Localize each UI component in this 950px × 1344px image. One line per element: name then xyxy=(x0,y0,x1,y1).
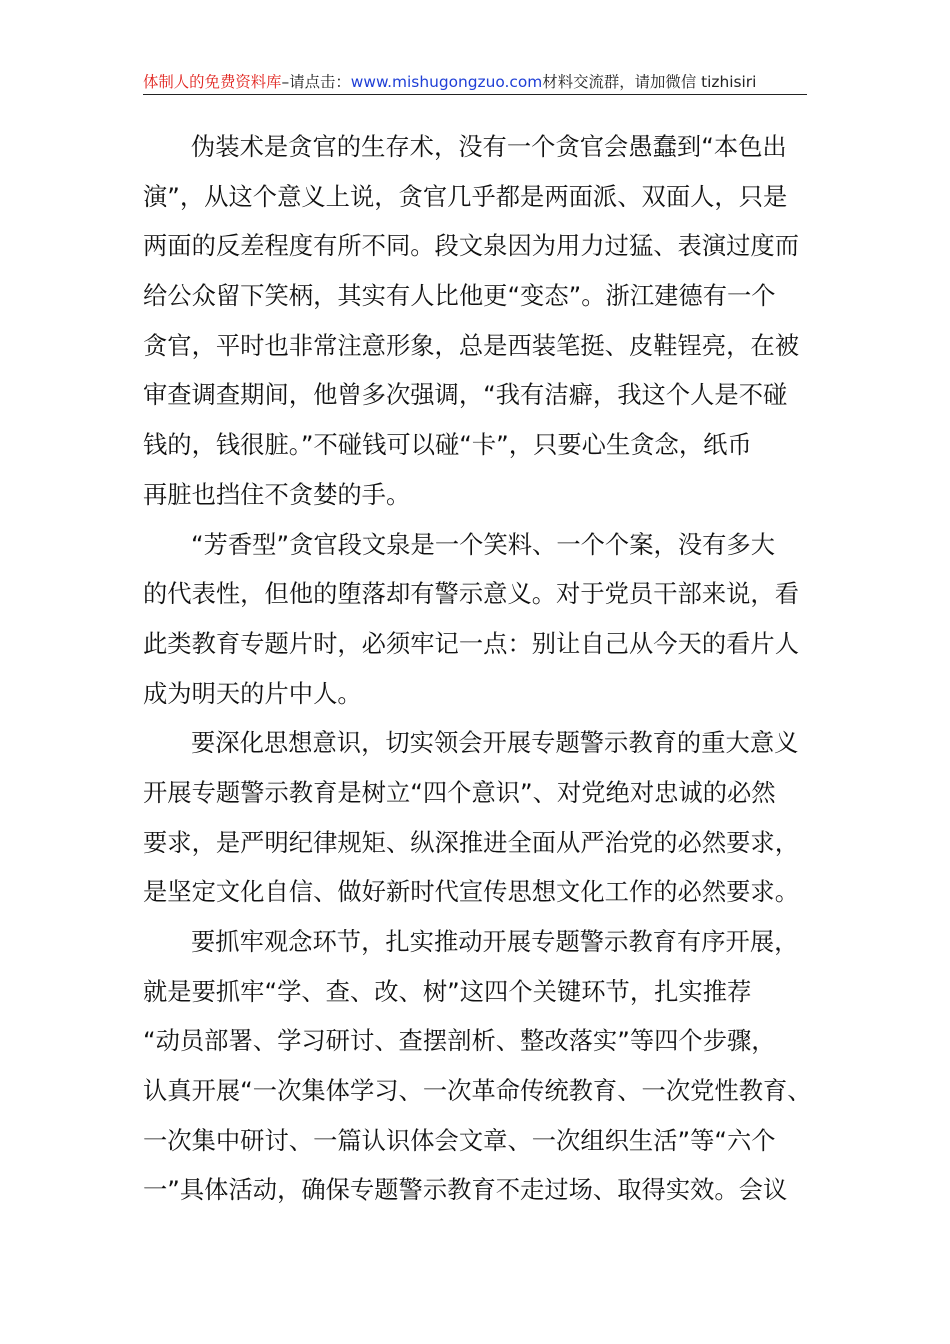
text-line: 开展专题警示教育是树立“四个意识”、对党绝对忠诚的必然 xyxy=(143,777,776,807)
text-line: 要求，是严明纪律规矩、纵深推进全面从严治党的必然要求， xyxy=(143,827,800,857)
text-line: 成为明天的片中人。 xyxy=(143,678,362,708)
text-line: 的代表性，但他的堕落却有警示意义。对于党员干部来说，看 xyxy=(143,579,800,609)
site-name: 体制人的免费资料库 xyxy=(143,73,282,91)
text-line: 演”，从这个意义上说，贪官几乎都是两面派、双面人，只是 xyxy=(143,181,788,211)
page-header xyxy=(143,70,807,95)
click-prompt: –请点击： xyxy=(281,73,351,91)
text-line: 认真开展“一次集体学习、一次革命传统教育、一次党性教育、 xyxy=(143,1076,812,1106)
text-line: “芳香型”贪官段文泉是一个笑料、一个个案，没有多大 xyxy=(191,529,776,559)
text-line: 要抓牢观念环节，扎实推动开展专题警示教育有序开展， xyxy=(191,927,799,956)
text-line: 再脏也挡住不贪婪的手。 xyxy=(143,479,411,509)
text-line: “动员部署、学习研讨、查摆剖析、整改落实”等四个步骤， xyxy=(143,1026,776,1056)
text-line: 贪官，平时也非常注意形象，总是西装笔挺、皮鞋锃亮，在被 xyxy=(143,330,800,360)
text-line: 两面的反差程度有所不同。段文泉因为用力过猛、表演过度而 xyxy=(143,231,800,261)
text-line: 此类教育专题片时，必须牢记一点：别让自己从今天的看片人 xyxy=(143,628,800,658)
text-line: 就是要抓牢“学、查、改、树”这四个关键环节，扎实推荐 xyxy=(143,976,752,1006)
website-link[interactable]: www.mishugongzuo.com xyxy=(350,73,543,91)
text-line: 钱的，钱很脏。”不碰钱可以碰“卡”，只要心生贪念，纸币 xyxy=(143,430,752,460)
text-line: 伪装术是贪官的生存术，没有一个贪官会愚蠢到“本色出 xyxy=(191,132,787,161)
text-line: 给公众留下笑柄，其实有人比他更“变态”。浙江建德有一个 xyxy=(143,281,776,311)
document-body xyxy=(143,122,812,1215)
text-line: 审查调查期间，他曾多次强调，“我有洁癖，我这个人是不碰 xyxy=(143,380,788,410)
text-line: 一”具体活动，确保专题警示教育不走过场、取得实效。会议 xyxy=(143,1175,788,1205)
text-line: 一次集中研讨、一篇认识体会文章、一次组织生活”等“六个 xyxy=(143,1125,776,1155)
text-line: 要深化思想意识，切实领会开展专题警示教育的重大意义 xyxy=(191,728,799,758)
contact-info: 材料交流群，请加微信 tizhisiri xyxy=(542,73,757,91)
text-line: 是坚定文化自信、做好新时代宣传思想文化工作的必然要求。 xyxy=(143,877,800,907)
